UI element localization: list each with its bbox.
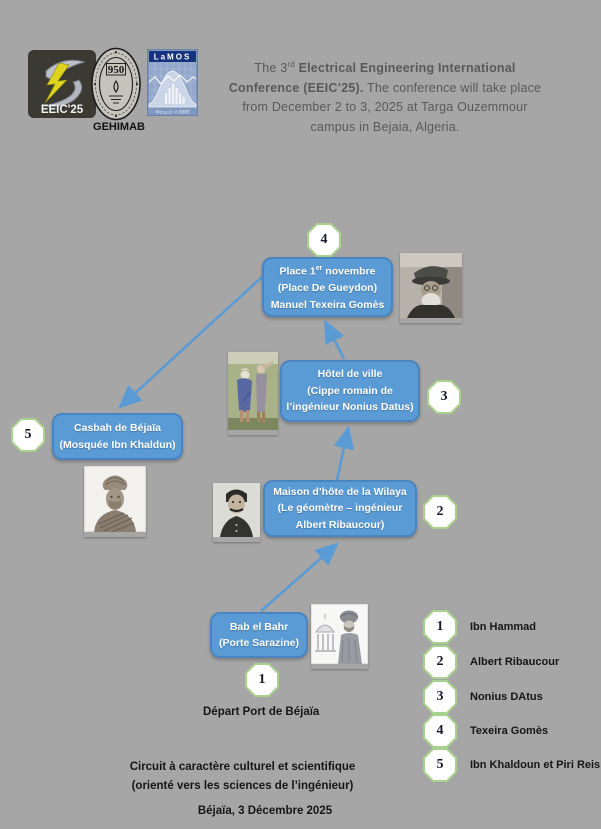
lamos-logo [147, 49, 198, 121]
stop-box-line: (Mosquée Ibn Khaldun) [59, 438, 176, 451]
circuit-title-line1: Circuit à caractère culturel et scientifique [129, 761, 356, 773]
arrow-stop1-to-stop2 [261, 545, 336, 611]
stop-badge-4: 4 [307, 223, 341, 257]
stop-box-line: (Porte Sarazine) [219, 637, 299, 649]
stop-box-line: Manuel Texeira Gomès [270, 298, 385, 311]
stop-box-hotel-de-ville [280, 360, 420, 422]
stop-box-place-novembre [262, 257, 393, 317]
intro-line-3: from December 2 to 3, 2025 at Targa Ouzemmour [242, 100, 528, 115]
legend-row-5 [423, 748, 600, 782]
stop-box-line: Bab el Bahr [229, 620, 289, 633]
legend-badge-3: 3 [423, 680, 457, 714]
albert-ribaucour-portrait [213, 483, 260, 542]
legend-badge-5: 5 [423, 748, 457, 782]
stop-box-line: Maison d’hôte de la Wilaya [273, 485, 407, 498]
stop-badge-1: 1 [245, 663, 279, 697]
legend-label: Ibn Khaldoun et Piri Reis [470, 759, 601, 771]
stop-box-line: Hôtel de ville [317, 368, 383, 381]
legend-badge-4: 4 [423, 714, 457, 748]
stop-box-line: (Le géomètre – ingénieur [277, 502, 403, 515]
arrow-stop3-to-stop4 [326, 323, 344, 359]
legend-row-2 [423, 645, 559, 679]
legend-row-1 [423, 610, 536, 644]
legend-label: Ibn Hammad [470, 621, 537, 633]
intro-line-2: Conference (EEIC’25). The conference will take place [228, 80, 542, 95]
legend-label: Nonius DAtus [470, 691, 543, 703]
ibn-khaldun-statue-photo [84, 466, 146, 537]
eeic25-logo-text: EEIC'25 [40, 104, 84, 116]
legend-label: Albert Ribaucour [470, 656, 560, 668]
seal-number-text: 950 [107, 64, 125, 76]
stop-box-line: (Cippe romain de [307, 384, 393, 397]
lamos-formula-text: W(n,x,t) ⇒ DMN [155, 110, 190, 116]
stop-box-casbah [52, 413, 183, 460]
date-line: Béjaïa, 3 Décembre 2025 [197, 805, 333, 817]
stop-box-line: Place 1er novembre [279, 265, 376, 278]
legend-badge-2: 2 [423, 645, 457, 679]
eeic25-logo [28, 50, 96, 123]
stop-box-line: (Place De Gueydon) [277, 282, 378, 294]
texeira-gomes-photo [400, 253, 462, 323]
circuit-title-line2: (orienté vers les sciences de l’ingénieur) [131, 780, 354, 792]
depart-label: Départ Port de Béjaïa [203, 706, 320, 718]
porte-sarazine-sketch [311, 604, 368, 669]
stop-box-line: Albert Ribaucour) [295, 518, 385, 531]
legend-badge-1: 1 [423, 610, 457, 644]
lamos-logo-text: LaMOS [153, 52, 192, 62]
stop-badge-2: 2 [423, 495, 457, 529]
stop-box-bab-el-bahr [210, 612, 308, 658]
arrow-stop2-to-stop3 [337, 429, 348, 480]
legend-label: Texeira Gomès [470, 725, 549, 737]
legend-row-4 [423, 714, 548, 748]
stop-box-maison-dhote [263, 480, 417, 537]
intro-line-1: The 3rd Electrical Engineering International [254, 60, 516, 76]
conference-intro-text [218, 55, 552, 137]
stop-box-line: Casbah de Béjaïa [74, 422, 161, 434]
nonius-datus-illustration [228, 352, 278, 435]
stop-badge-3: 3 [427, 380, 461, 414]
stop-box-line: l’ingénieur Nonius Datus) [286, 401, 414, 414]
stop-badge-5: 5 [11, 418, 45, 452]
gehimab-label: GEHIMAB [93, 121, 145, 133]
gehimab-seal-logo [90, 47, 142, 126]
legend-row-3 [423, 680, 543, 714]
intro-line-4: campus in Bejaia, Algeria. [310, 119, 460, 134]
